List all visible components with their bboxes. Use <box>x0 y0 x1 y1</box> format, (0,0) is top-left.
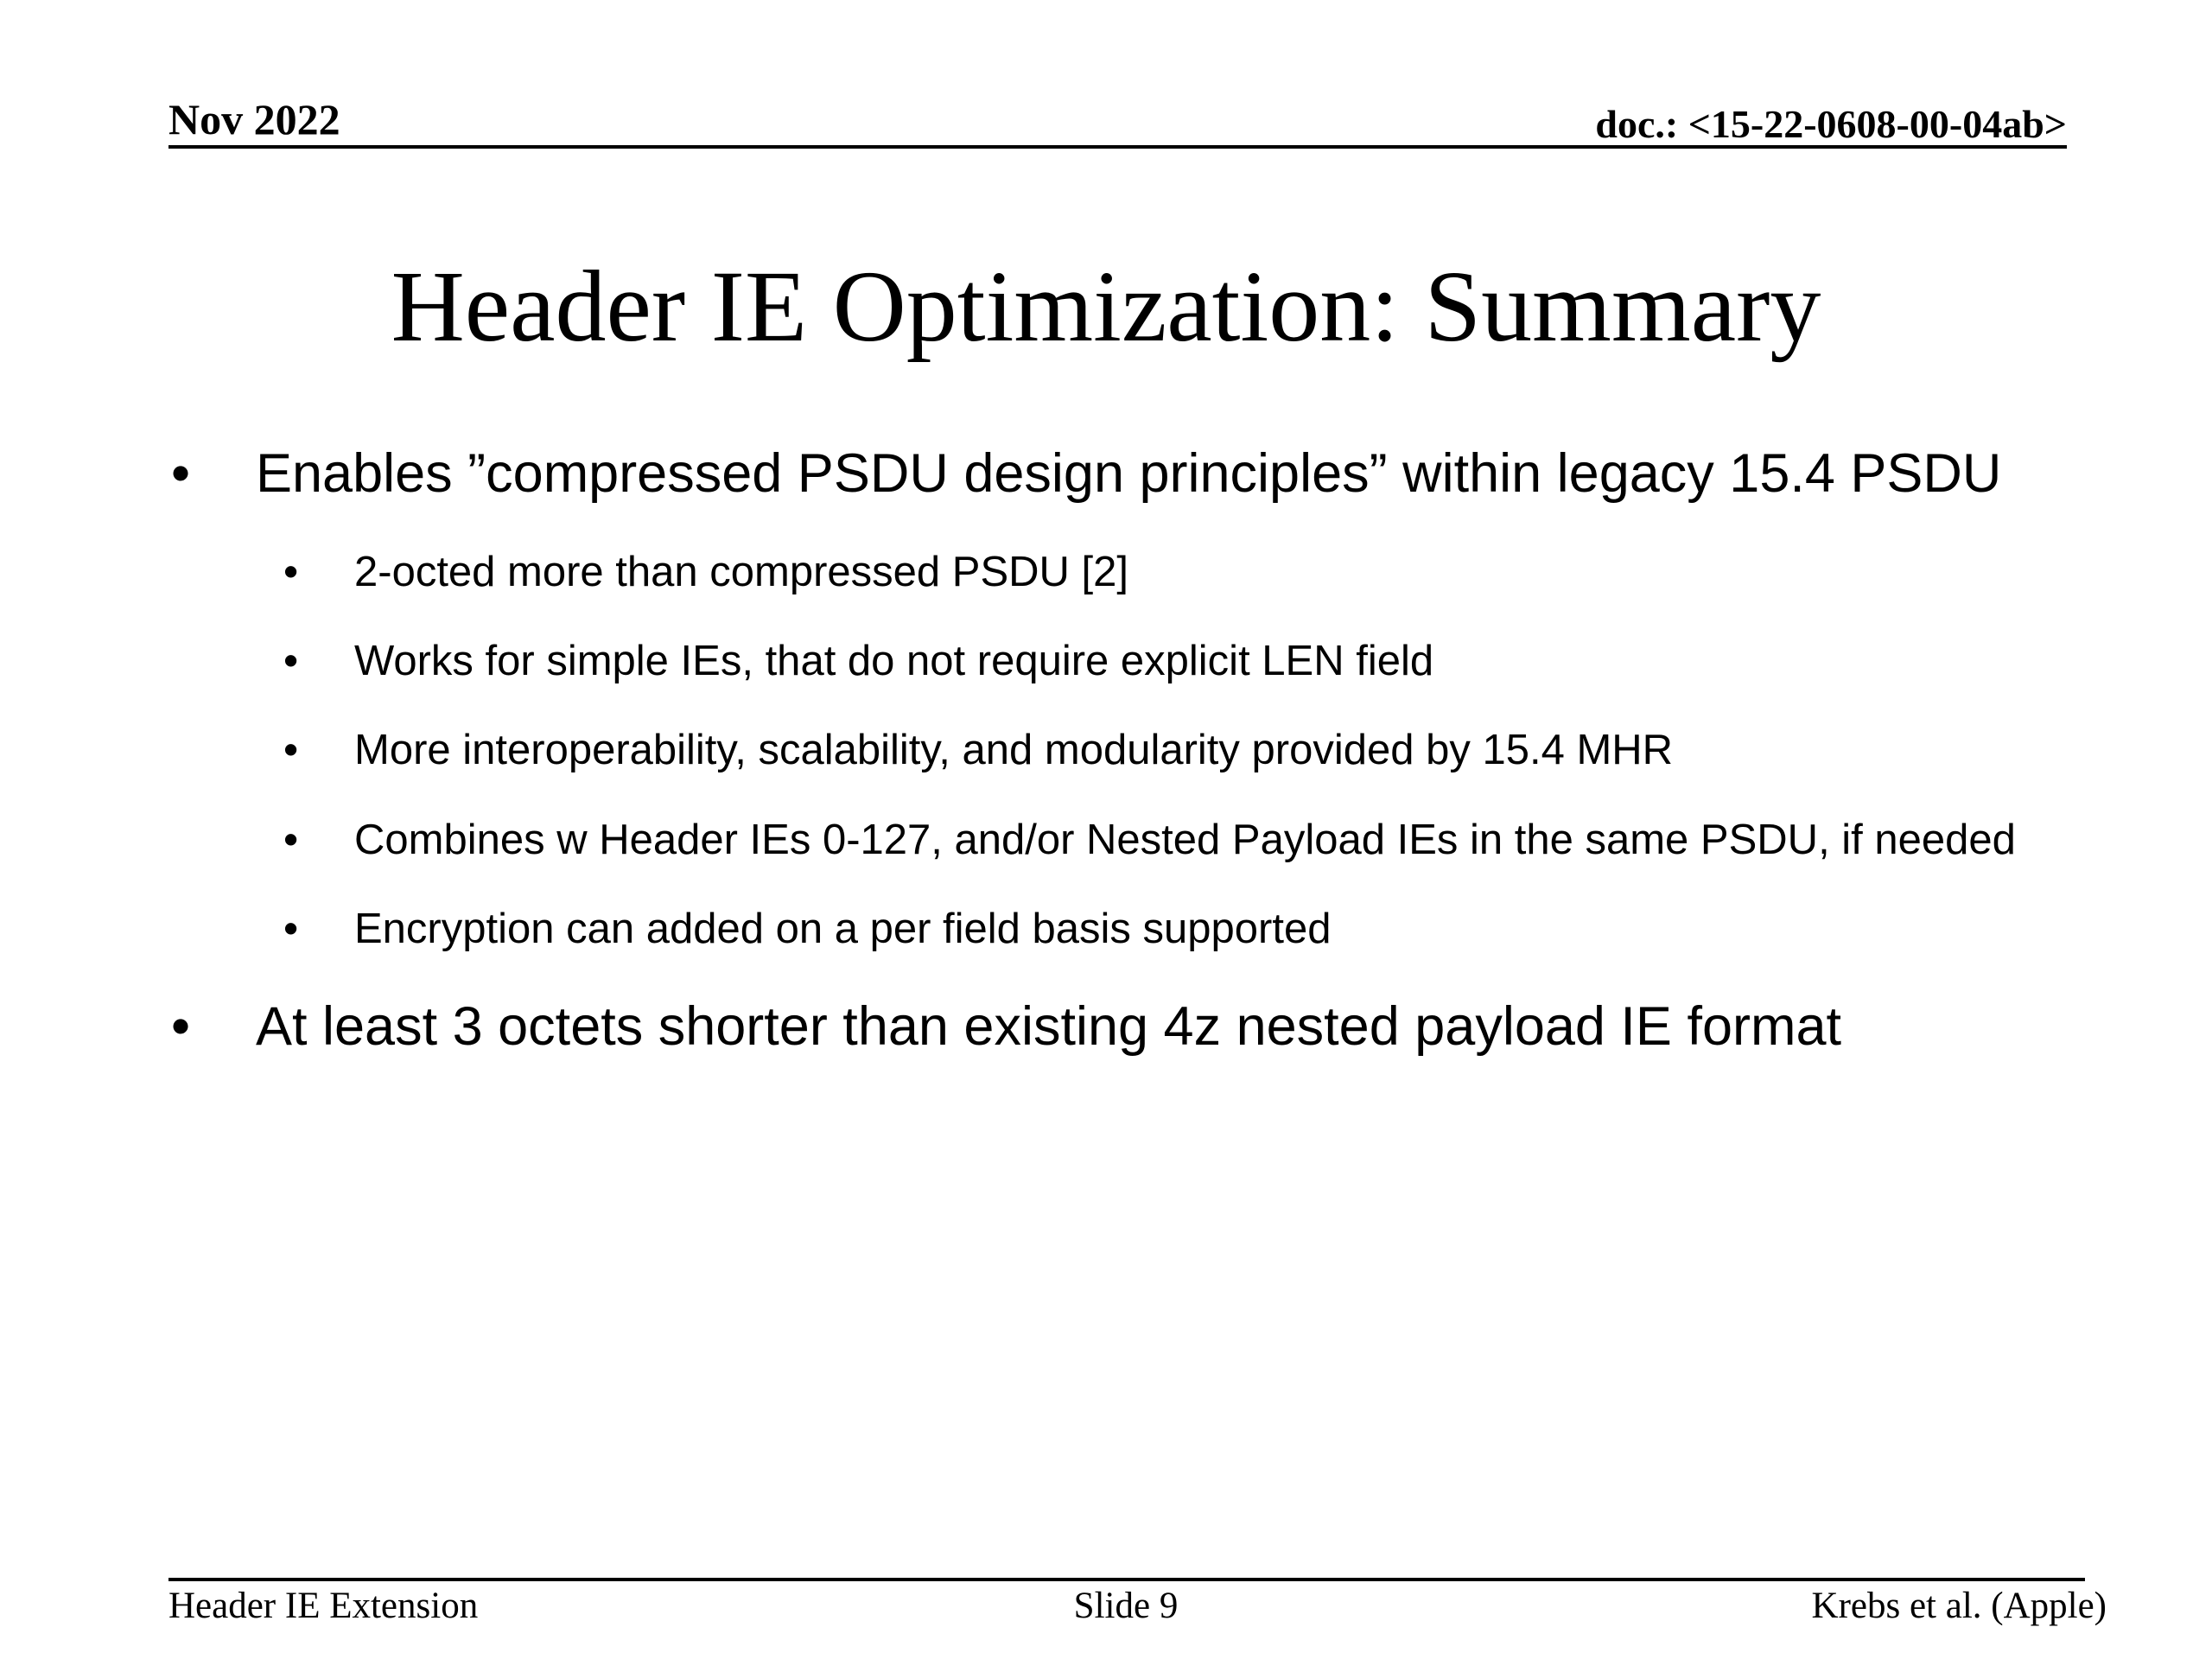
bullet-marker: • <box>283 727 299 773</box>
header-doc-id: doc.: <15-22-0608-00-04ab> <box>1595 102 2067 146</box>
bullet-text: At least 3 octets shorter than existing 4z nested payload IE format <box>256 996 1841 1057</box>
sub-bullet-text: Combines w Header IEs 0-127, and/or Nested Payload IEs in the same PSDU, if needed <box>354 817 2016 863</box>
footer-slide-number: Slide 9 <box>1073 1586 1179 1626</box>
sub-bullet-text: Works for simple IEs, that do not require explicit LEN field <box>354 638 1434 684</box>
bullet-marker: • <box>283 906 299 952</box>
header-date: Nov 2022 <box>168 95 340 143</box>
slide-title: Header IE Optimization: Summary <box>391 250 1821 363</box>
sub-bullet-text: Encryption can added on a per field basis supported <box>354 906 1332 952</box>
bullet-text: Enables ”compressed PSDU design principles” within legacy 15.4 PSDU <box>256 443 2002 504</box>
header-divider <box>168 145 2067 149</box>
footer-divider <box>168 1578 2085 1581</box>
bullet-marker: • <box>283 817 299 863</box>
bullet-marker: • <box>171 443 191 504</box>
bullet-marker: • <box>283 549 299 595</box>
sub-bullet-text: More interoperability, scalability, and modularity provided by 15.4 MHR <box>354 727 1674 773</box>
bullet-marker: • <box>171 996 191 1057</box>
footer-presentation-title: Header IE Extension <box>168 1586 479 1626</box>
sub-bullet-text: 2-octed more than compressed PSDU [2] <box>354 549 1129 595</box>
footer-authors: Krebs et al. (Apple) <box>1811 1586 2107 1626</box>
bullet-marker: • <box>283 638 299 684</box>
